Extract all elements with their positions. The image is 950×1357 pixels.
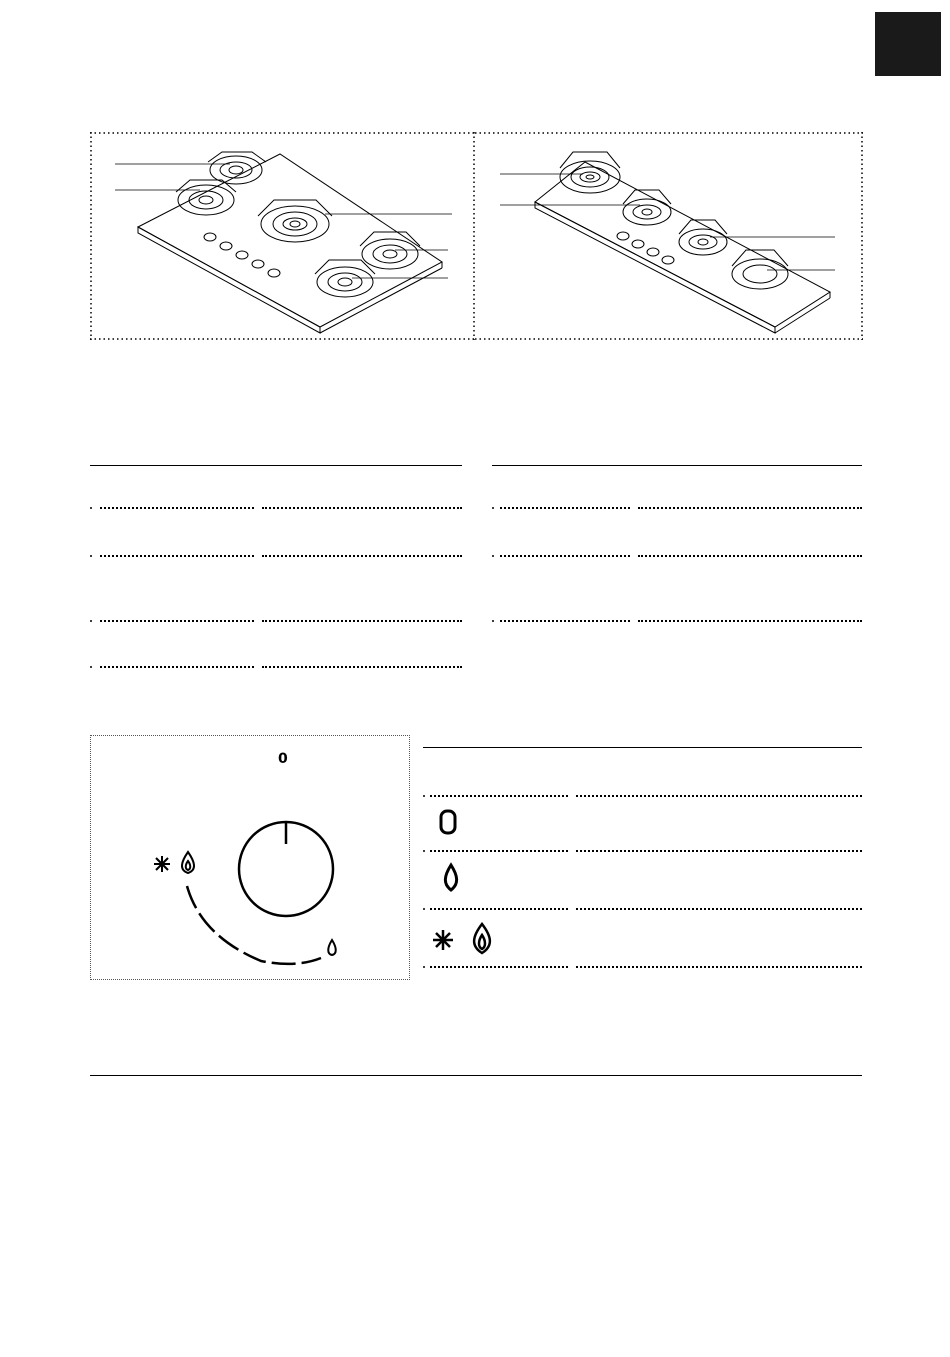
knob-diagram-panel <box>90 735 410 980</box>
table-row <box>430 795 568 797</box>
knob-dial <box>239 822 333 916</box>
table-row <box>430 850 568 852</box>
table-right-header-rule <box>492 465 862 466</box>
table-row <box>500 555 630 557</box>
table-left-header-rule <box>90 465 462 466</box>
page-corner-tab <box>875 12 941 76</box>
hob-figure-left <box>90 132 475 340</box>
table-row <box>500 507 630 509</box>
table-row <box>430 908 568 910</box>
page-bottom-rule <box>90 1075 862 1076</box>
zero-symbol-icon <box>438 808 458 841</box>
symbol-table-header-rule <box>423 747 862 748</box>
small-flame-icon <box>328 940 336 955</box>
table-row <box>100 620 254 622</box>
knob-off-label: 0 <box>278 751 288 767</box>
table-row <box>100 555 254 557</box>
spark-icon <box>154 856 170 872</box>
hob-four-burner-inline-illustration <box>475 132 863 340</box>
table-row <box>100 507 254 509</box>
table-row <box>500 620 630 622</box>
table-row <box>430 966 568 968</box>
hob-figure-right <box>475 132 863 340</box>
large-flame-icon <box>182 852 194 873</box>
knob-arc <box>187 886 321 964</box>
table-row <box>100 666 254 668</box>
hob-five-burner-illustration <box>90 132 475 340</box>
spark-flame-symbol-icon <box>432 922 496 961</box>
flame-symbol-icon <box>440 862 462 899</box>
